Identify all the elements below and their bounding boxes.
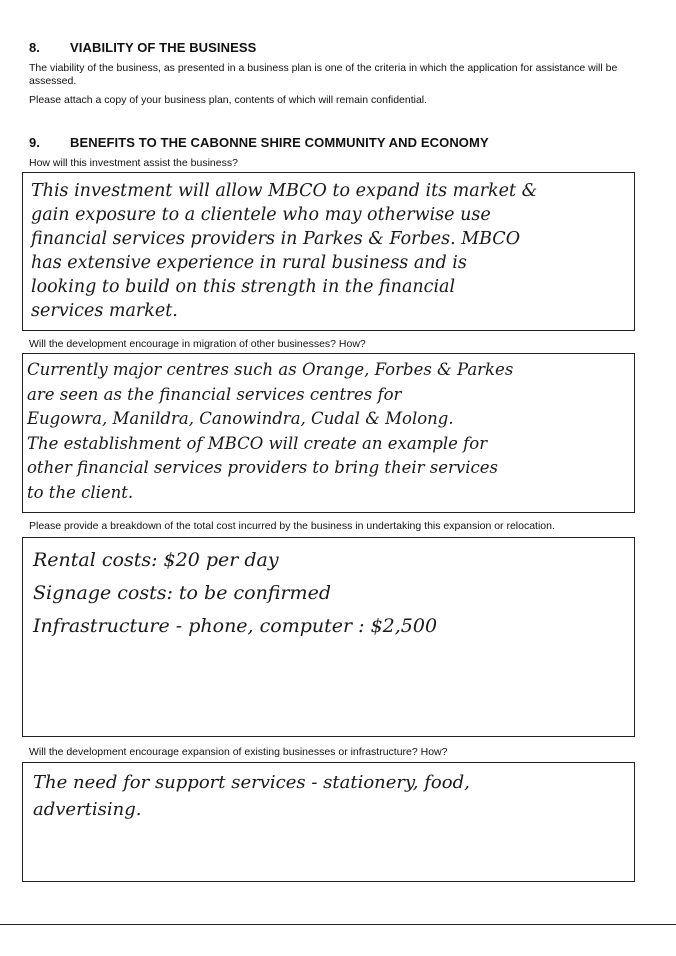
question-investment-assist: How will this investment assist the business?	[29, 157, 238, 169]
page-bottom-rule	[0, 924, 676, 925]
handwritten-answer-expansion-existing	[33, 769, 470, 823]
answer-line: This investment will allow MBCO to expand its market &	[31, 181, 538, 201]
answer-line: The need for support services - stationery, food,	[33, 772, 470, 793]
answer-line: looking to build on this strength in the financial	[31, 277, 456, 297]
answer-line: The establishment of MBCO will create an example for	[27, 433, 488, 453]
answer-box-expansion-existing[interactable]	[22, 762, 635, 882]
answer-line: has extensive experience in rural business and is	[31, 253, 467, 273]
answer-line: advertising.	[33, 799, 142, 820]
answer-line: Infrastructure - phone, computer : $2,500	[33, 615, 438, 637]
answer-line: Signage costs: to be confirmed	[33, 582, 331, 604]
answer-box-investment-assist[interactable]	[22, 172, 635, 331]
handwritten-answer-in-migration	[27, 358, 513, 505]
answer-line: other financial services providers to bring their services	[27, 458, 498, 477]
answer-line: Eugowra, Manildra, Canowindra, Cudal & Molong.	[27, 409, 454, 428]
section-9-number: 9.	[29, 135, 40, 150]
answer-line: financial services providers in Parkes & Forbes. MBCO	[31, 229, 521, 249]
section-8-paragraph-2: Please attach a copy of your business plan, contents of which will remain confidential.	[29, 94, 428, 106]
answer-line: to the client.	[27, 482, 134, 502]
answer-line: gain exposure to a clientele who may otherwise use	[31, 205, 491, 225]
question-cost-breakdown: Please provide a breakdown of the total cost incurred by the business in undertaking this expansion or relocation.	[29, 520, 555, 532]
answer-box-cost-breakdown[interactable]	[22, 537, 635, 737]
section-8-paragraph-1: The viability of the business, as presented in a business plan is one of the criteria in which the application for assistance will be assessed.	[29, 62, 618, 87]
question-expansion-existing: Will the development encourage expansion of existing businesses or infrastructure? How?	[29, 746, 448, 758]
answer-line: Rental costs: $20 per day	[33, 549, 279, 571]
question-in-migration: Will the development encourage in migration of other businesses? How?	[29, 338, 366, 350]
answer-box-in-migration[interactable]	[22, 353, 635, 513]
section-9-title: BENEFITS TO THE CABONNE SHIRE COMMUNITY AND ECONOMY	[70, 135, 489, 150]
answer-line: are seen as the financial services centres for	[27, 384, 402, 404]
section-8-title: VIABILITY OF THE BUSINESS	[70, 40, 257, 55]
handwritten-answer-investment-assist	[31, 179, 537, 323]
section-8-number: 8.	[29, 40, 40, 55]
answer-line: Currently major centres such as Orange, Forbes & Parkes	[27, 360, 514, 379]
handwritten-answer-cost-breakdown	[33, 544, 437, 643]
answer-line: services market.	[31, 301, 178, 321]
